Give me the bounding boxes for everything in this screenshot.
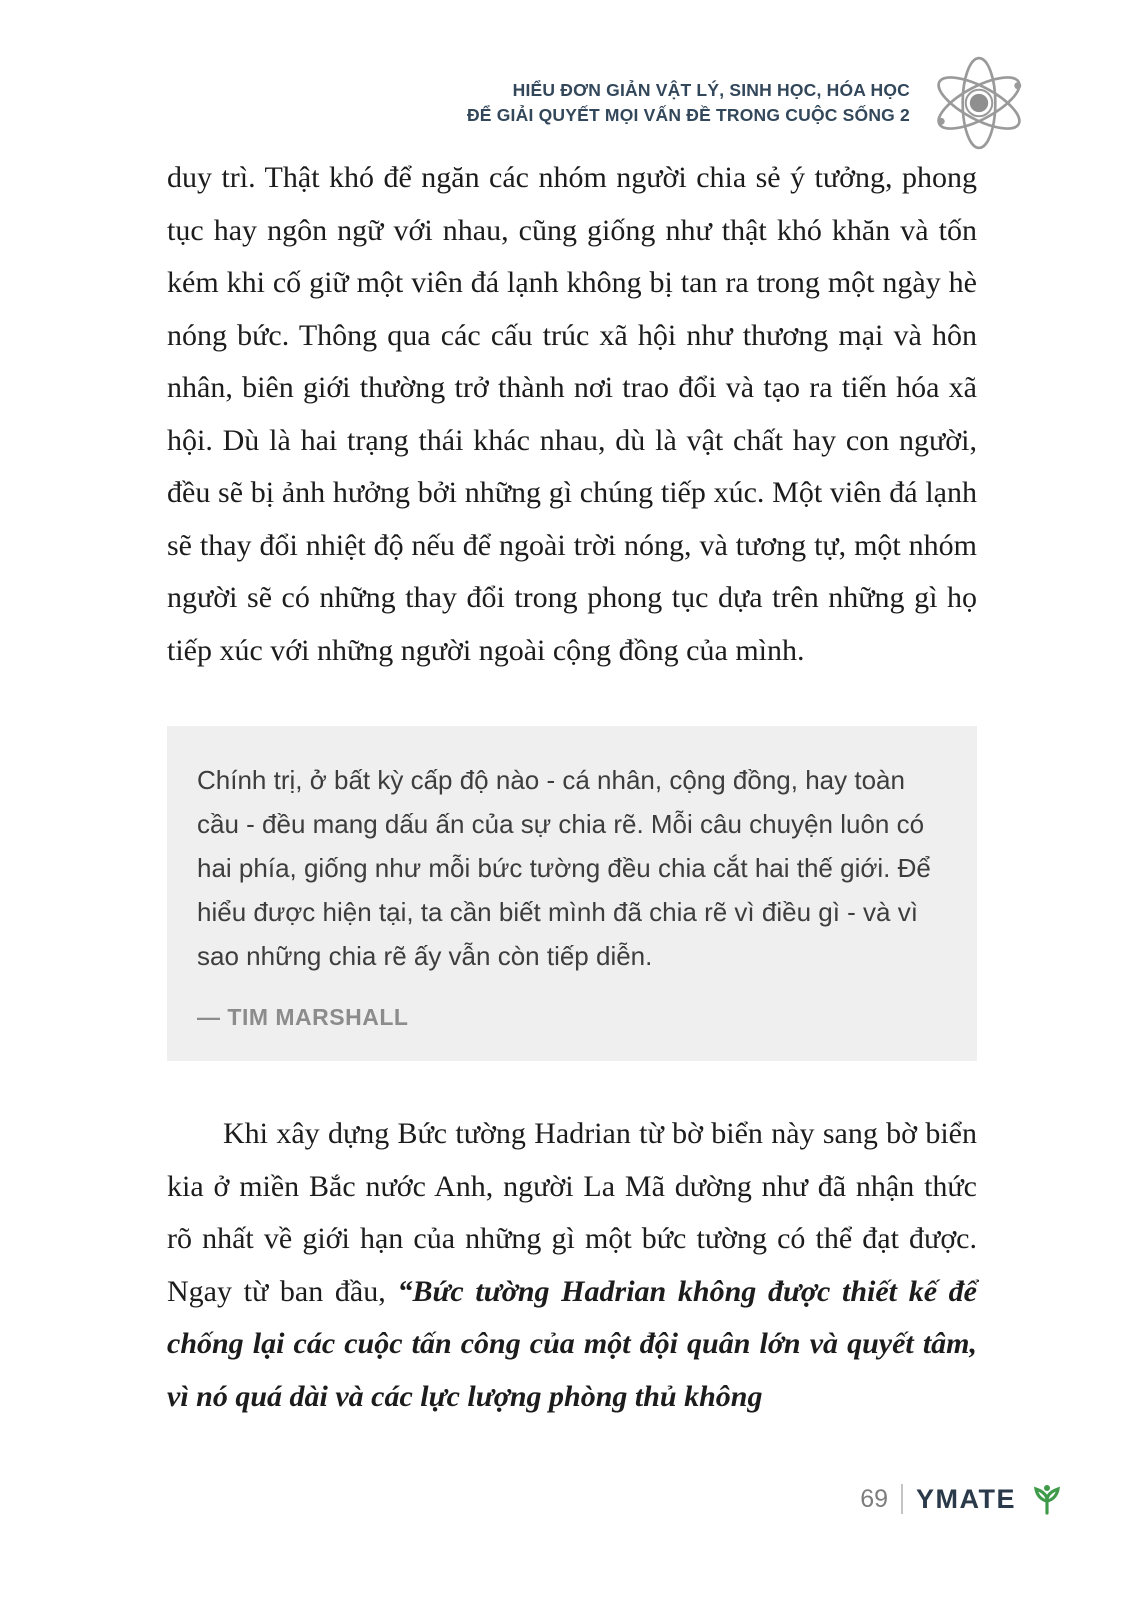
body-paragraph-1: duy trì. Thật khó để ngăn các nhóm người chia sẻ ý tưởng, phong tục hay ngôn ngữ với nhau, cũng giống như thật khó khăn và tốn kém khi cố giữ một viên đá lạnh không bị tan ra trong một ngày hè nóng bức. Thông qua các cấu trúc xã hội như thương mại và hôn nhân, biên giới thường trở thành nơi trao đổi và tạo ra tiến hóa xã hội. Dù là hai trạng thái khác nhau, dù là vật chất hay con người, đều sẽ bị ảnh hưởng bởi những gì chúng tiếp xúc. Một viên đá lạnh sẽ thay đổi nhiệt độ nếu để ngoài trời nóng, và tương tự, một nhóm người sẽ có những thay đổi trong phong tục dựa trên những gì họ tiếp xúc với những người ngoài cộng đồng của mình. bbox=[167, 161, 977, 667]
footer-divider bbox=[901, 1484, 903, 1514]
page-header bbox=[467, 52, 1030, 154]
pull-quote-text: Chính trị, ở bất kỳ cấp độ nào - cá nhân, cộng đồng, hay toàn cầu - đều mang dấu ấn của sự chia rẽ. Mỗi câu chuyện luôn có hai phía, giống như mỗi bức tường đều chia cắt hai thế giới. Để hiểu được hiện tại, ta cần biết mình đã chia rẽ vì điều gì - và vì sao những chia rẽ ấy vẫn còn tiếp diễn. bbox=[197, 765, 931, 971]
body-paragraph-2-italic-quote: “Bức tường Hadrian không được thiết kế để chống lại các cuộc tấn công của một đội quân lớn và quyết tâm, vì nó quá dài và các lực lượng phòng thủ không bbox=[167, 1274, 978, 1413]
atom-icon bbox=[928, 52, 1030, 154]
page-number: 69 bbox=[860, 1484, 888, 1513]
body-paragraph-2-normal: Khi xây dựng Bức tường Hadrian từ bờ biển này sang bờ biển kia ở miền Bắc nước Anh, người La Mã dường như đã nhận thức rõ nhất về giới hạn của những gì một bức tường có thể đạt được. Ngay từ ban đầu, bbox=[167, 1117, 977, 1308]
running-head bbox=[467, 78, 910, 128]
page-footer bbox=[860, 1481, 1065, 1517]
pull-quote-box bbox=[167, 726, 977, 1061]
page-content bbox=[167, 152, 977, 1423]
running-head-line1: HIỂU ĐƠN GIẢN VẬT LÝ, SINH HỌC, HÓA HỌC bbox=[512, 80, 910, 100]
body-paragraph-2 bbox=[167, 1108, 977, 1423]
publisher-brand: YMATE bbox=[916, 1483, 1016, 1514]
running-head-line2: ĐỂ GIẢI QUYẾT MỌI VẤN ĐỀ TRONG CUỘC SỐNG 2 bbox=[466, 105, 910, 125]
ymate-plant-icon bbox=[1029, 1481, 1065, 1517]
pull-quote-attribution: — TIM MARSHALL bbox=[197, 1004, 409, 1030]
